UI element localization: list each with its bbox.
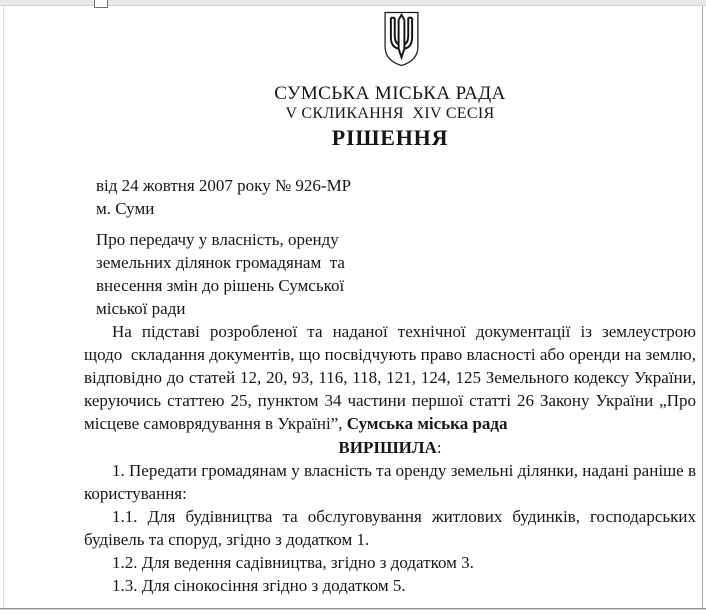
preamble-paragraph: [84, 320, 696, 435]
document-content: [4, 11, 702, 597]
ukraine-trident-emblem-icon: [383, 11, 420, 67]
subject-line: Про передачу у власність, оренду: [96, 230, 339, 249]
preamble-text: На підставі розробленої та наданої технічної документації із землеустрою щодо складання документів, що посвідчують право власності або оренди на землю, відповідно до статей 12, 20, 93, 116, 118, 121, 124, 125 Земельного кодексу України, керуючись статтею 25, пунктом 34 частини першої статті 26 Закону України „Про місцеве самоврядування в Україні”,: [84, 322, 696, 433]
resolution-item-1-2: 1.2. Для ведення садівництва, згідно з додатком 3.: [112, 553, 474, 572]
subject-line: земельних ділянок громадянам та: [96, 253, 345, 272]
resolution-item-1: 1. Передати громадянам у власність та оренду земельні ділянки, надані раніше в користування:: [84, 461, 696, 503]
document-page[interactable]: [4, 6, 702, 608]
page-boundary-marker-icon: [94, 0, 108, 8]
preamble-bold-org-name: Сумська міська рада: [346, 414, 508, 433]
decision-meta-block: [96, 174, 696, 220]
decision-date-number: від 24 жовтня 2007 року № 926-МР: [96, 176, 352, 195]
org-name-heading: СУМСЬКА МІСЬКА РАДА: [274, 83, 506, 104]
viewport-bottom-edge: [0, 608, 706, 610]
resolution-item-1-1: 1.1. Для будівництва та обслуговування житлових будинків, господарських будівель та споруд, згідно з додатком 1.: [84, 507, 696, 549]
resolved-word: ВИРІШИЛА: [338, 438, 437, 457]
city-line: м. Суми: [96, 199, 155, 218]
resolved-heading: [84, 436, 696, 459]
resolution-item-1-3: 1.3. Для сінокосіння згідно з додатком 5.: [112, 576, 406, 595]
resolved-colon: :: [436, 438, 442, 457]
doc-type-heading: РІШЕННЯ: [331, 125, 449, 150]
subject-line: внесення змін до рішень Сумської: [96, 276, 345, 295]
resolution-items: [84, 459, 696, 597]
subject-block: [96, 228, 696, 320]
page-left-border: [3, 6, 4, 608]
session-heading: V СКЛИКАННЯ XIV СЕСІЯ: [285, 105, 495, 122]
subject-line: міської ради: [96, 299, 186, 318]
page-right-border: [702, 6, 703, 608]
